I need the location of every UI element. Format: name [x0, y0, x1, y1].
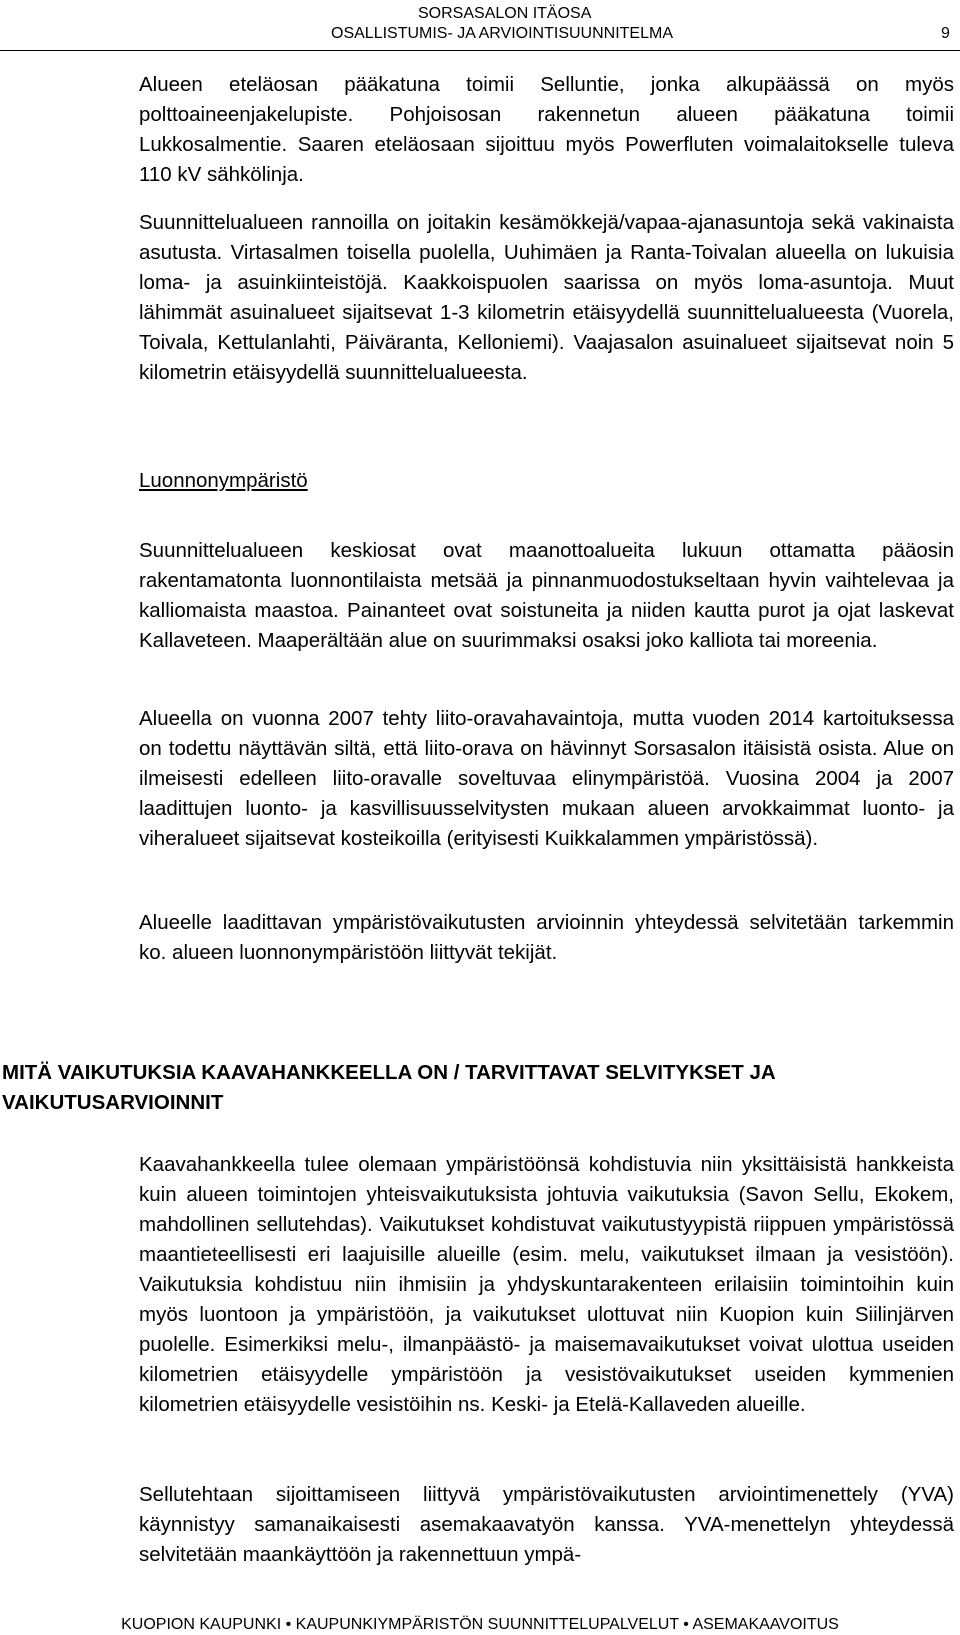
header-divider: [0, 50, 960, 51]
section-heading-nature: Luonnonympäristö: [139, 469, 308, 492]
document-title: SORSASALON ITÄOSA: [418, 5, 592, 22]
page-footer: KUOPION KAUPUNKI • KAUPUNKIYMPÄRISTÖN SUUNNITTELUPALVELUT • ASEMAKAAVOITUS: [121, 1616, 839, 1633]
paragraph-housing: Suunnittelualueen rannoilla on joitakin kesämökkejä/vapaa-ajanasuntoja sekä vakinaista asutusta. Virtasalmen toisella puolella, Uuhimäen ja Ranta-Toivalan alueella on lukuisia loma- ja asuinkiinteistöjä. Kaakkoispuolen saarissa on myös loma-asuntoja. Muut lähimmät asuinalueet sijaitsevat 1-3 kilometrin etäisyydellä suunnittelualueesta (Vuorela, Toivala, Kettulanlahti, Päiväranta, Kelloniemi). Vaajasalon asuinalueet sijaitsevat noin 5 kilometrin etäisyydellä suunnittelualueesta.: [139, 211, 954, 384]
paragraph-impacts: Kaavahankkeella tulee olemaan ympäristöönsä kohdistuvia niin yksittäisistä hankkeista kuin alueen toimintojen yhteisvaikutuksista johtuvia vaikutuksia (Savon Sellu, Ekokem, mahdollinen sellutehdas). Vaikutukset kohdistuvat vaikutustyypistä riippuen ympäristössä maantieteellisesti eri laajuisille alueille (esim. melu, vaikutukset ilmaan ja vesistöön). Vaikutuksia kohdistuu niin ihmisiin ja yhdyskuntarakenteen erilaisiin toimintoihin kuin myös luontoon ja ympäristöön, ja vaikutukset ulottuvat niin Kuopion kuin Siilinjärven puolelle. Esimerkiksi melu-, ilmanpäästö- ja maisemavaikutukset voivat ulottua useiden kilometrien etäisyydelle ympäristöön ja vesistövaikutukset useiden kymmenien kilometrien etäisyydelle vesistöihin ns. Keski- ja Etelä-Kallaveden alueille.: [139, 1153, 954, 1416]
paragraph-flying-squirrel: Alueella on vuonna 2007 tehty liito-oravahavaintoja, mutta vuoden 2014 kartoituksessa on todettu näyttävän siltä, että liito-orava on hävinnyt Sorsasalon itäisistä osista. Alue on ilmeisesti edelleen liito-oravalle soveltuvaa elinympäristöä. Vuosina 2004 ja 2007 laadittujen luonto- ja kasvillisuusselvitysten mukaan alueen arvokkaimmat luonto- ja viheralueet sijaitsevat kosteikoilla (erityisesti Kuikkalammen ympäristössä).: [139, 707, 954, 850]
chapter-heading: MITÄ VAIKUTUKSIA KAAVAHANKKEELLA ON / TARVITTAVAT SELVITYKSET JA VAIKUTUSARVIOINNIT: [2, 1061, 775, 1114]
paragraph-environmental-assessment: Alueelle laadittavan ympäristövaikutusten arvioinnin yhteydessä selvitetään tarkemmin ko. alueen luonnonympäristöön liittyvät tekijät.: [139, 911, 954, 964]
page-number: 9: [941, 25, 950, 42]
page-header: [0, 0, 960, 50]
document-subtitle: OSALLISTUMIS- JA ARVIOINTISUUNNITELMA: [331, 25, 673, 42]
paragraph-yva: Sellutehtaan sijoittamiseen liittyvä ympäristövaikutusten arviointimenettely (YVA) käynnistyy samanaikaisesti asemakaavatyön kanssa. YVA-menettelyn yhteydessä selvitetään maankäyttöön ja rakennettuun ympä-: [139, 1483, 954, 1566]
paragraph-terrain: Suunnittelualueen keskiosat ovat maanottoalueita lukuun ottamatta pääosin rakentamatonta luonnontilaista metsää ja pinnanmuodostukseltaan hyvin vaihtelevaa ja kalliomaista maastoa. Painanteet ovat soistuneita ja niiden kautta purot ja ojat laskevat Kallaveteen. Maaperältään alue on suurimmaksi osaksi joko kalliota tai moreenia.: [139, 539, 954, 652]
paragraph-streets: Alueen eteläosan pääkatuna toimii Selluntie, jonka alkupäässä on myös polttoaineenjakelupiste. Pohjoisosan rakennetun alueen pääkatuna toimii Lukkosalmentie. Saaren eteläosaan sijoittuu myös Powerfluten voimalaitokselle tuleva 110 kV sähkölinja.: [139, 73, 954, 186]
